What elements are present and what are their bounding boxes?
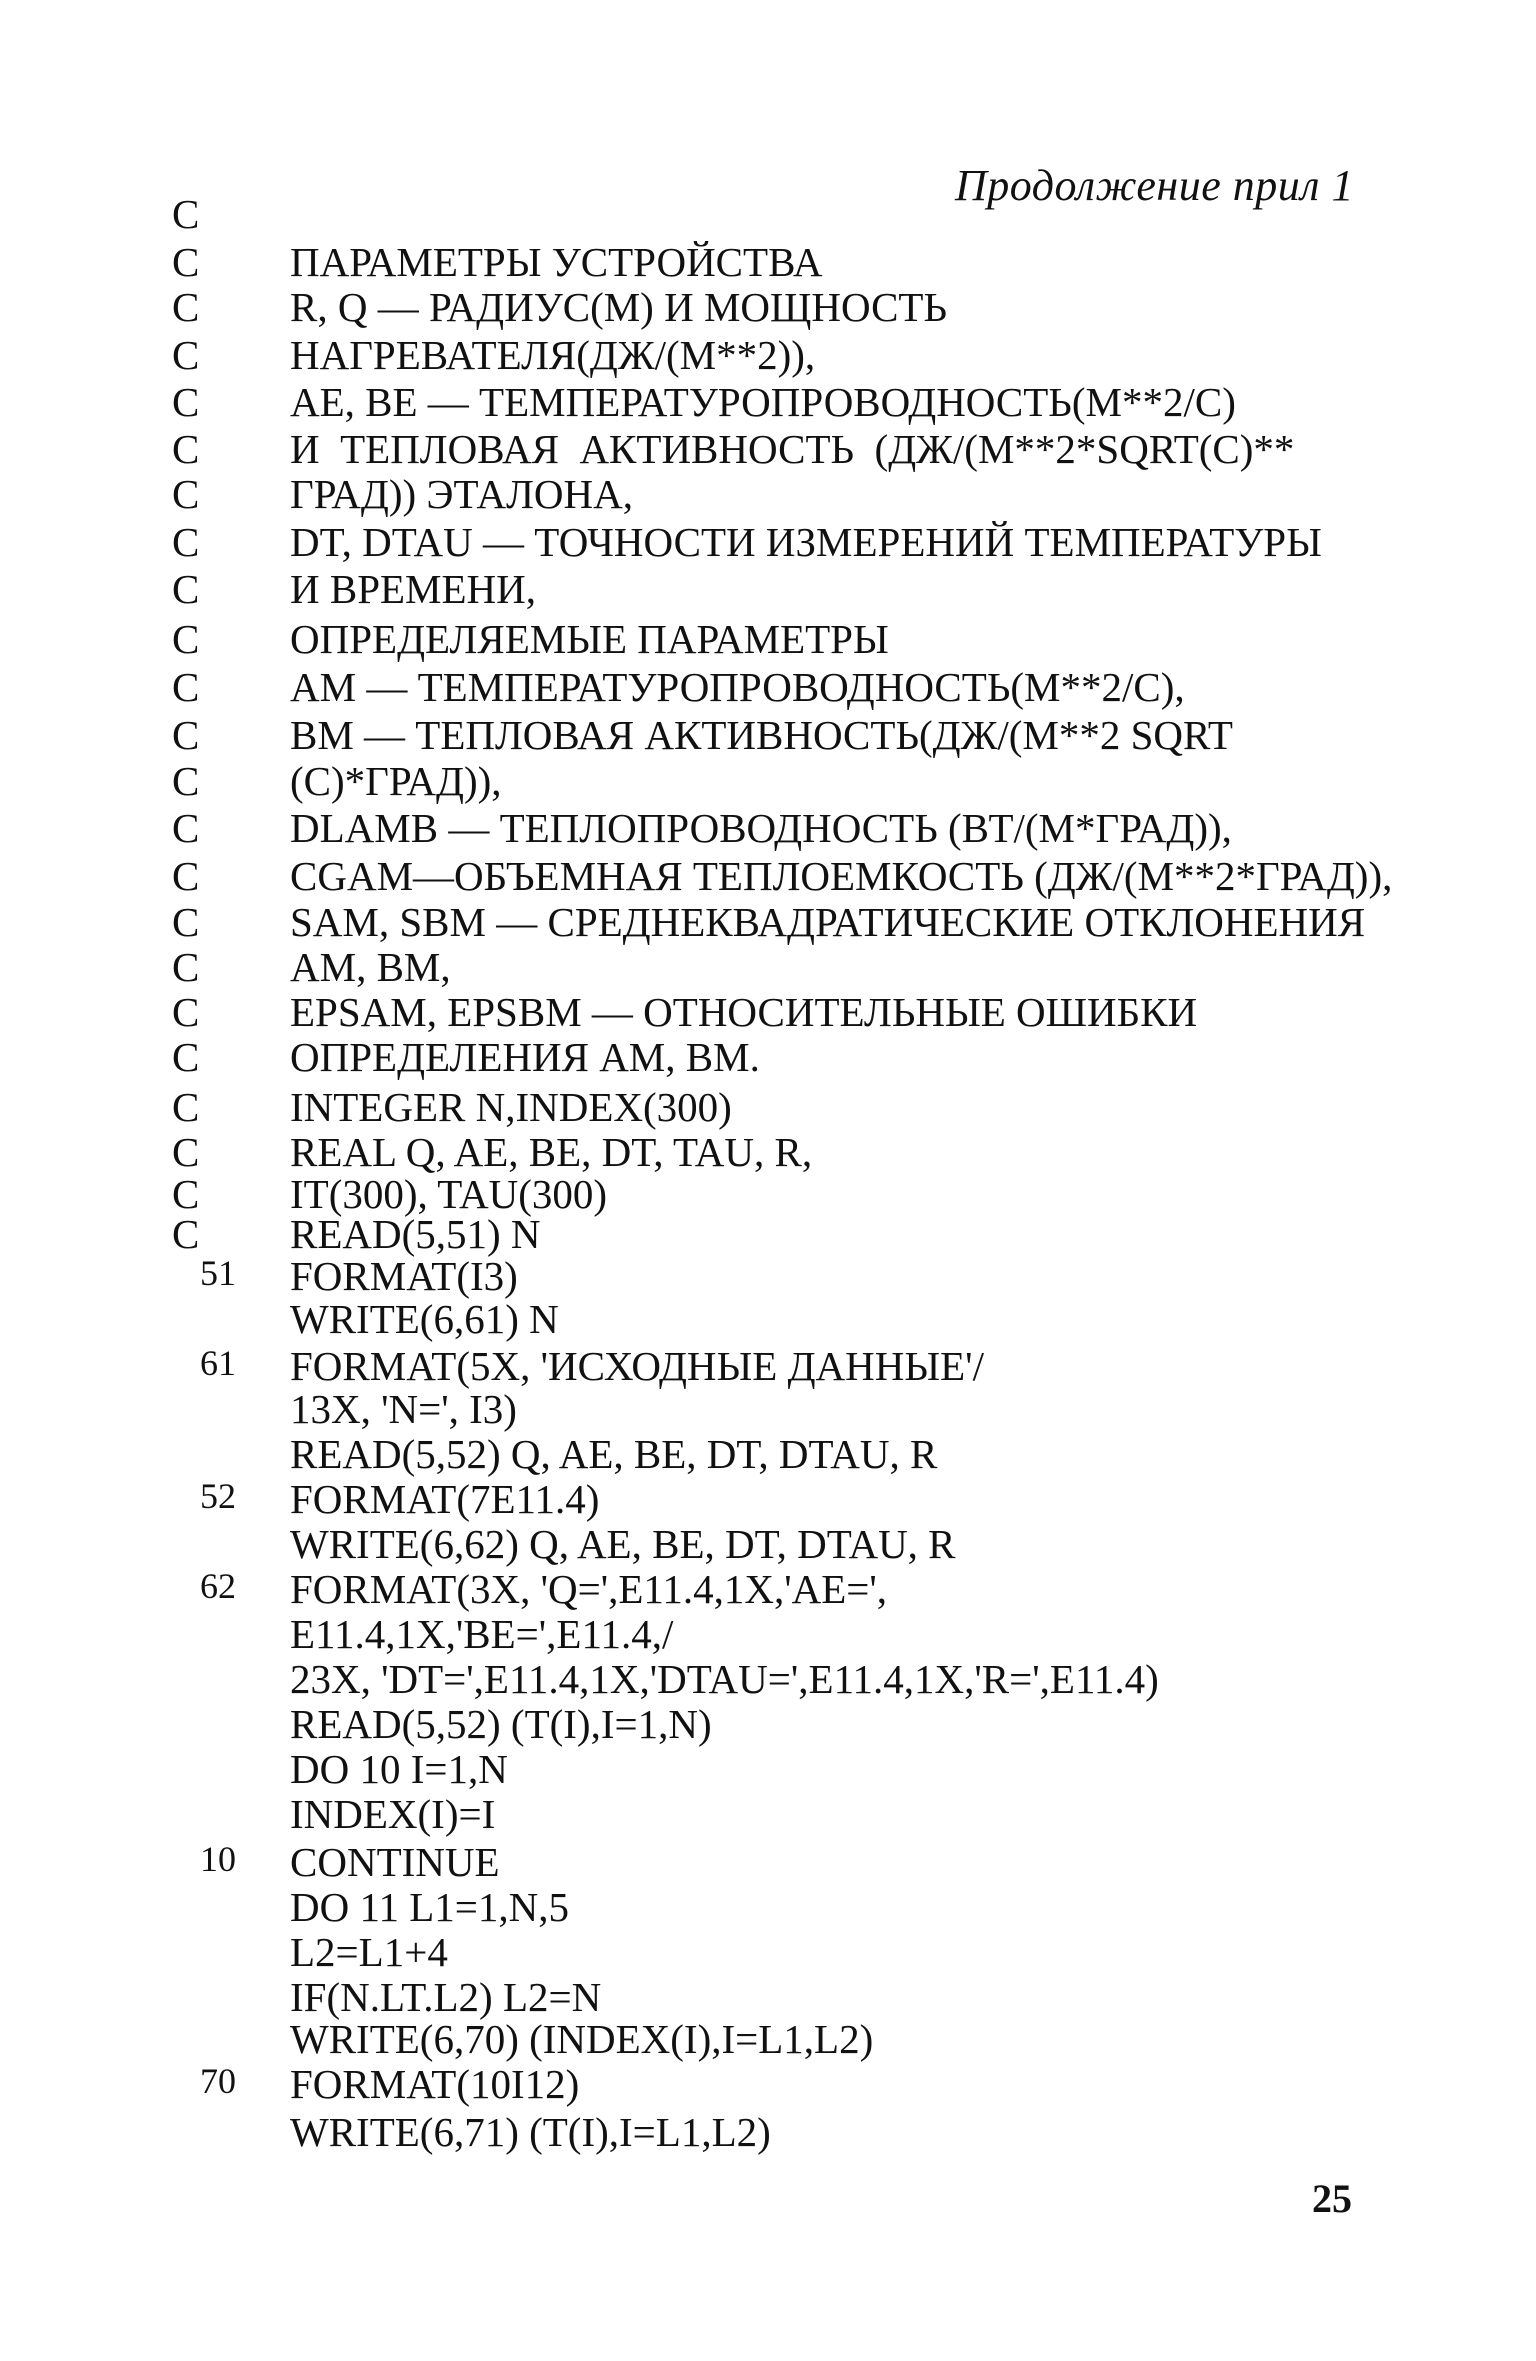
- line-text: IT(300), TAU(300): [290, 1171, 608, 1217]
- line-text: И ТЕПЛОВАЯ АКТИВНОСТЬ (ДЖ/(М**2*SQRT(С)**: [290, 426, 1295, 472]
- line-label: C: [172, 471, 200, 517]
- code-line: [0, 1655, 1536, 1703]
- line-text: DO 11 L1=1,N,5: [290, 1884, 569, 1930]
- line-label: C: [172, 284, 200, 330]
- line-text: BM — ТЕПЛОВАЯ АКТИВНОСТЬ(ДЖ/(М**2 SQRT: [290, 712, 1233, 758]
- line-label: C: [172, 332, 200, 378]
- line-label: C: [172, 944, 200, 990]
- line-label: C: [172, 379, 200, 425]
- code-line: [0, 238, 1536, 286]
- code-line: [0, 663, 1536, 711]
- line-text: (С)*ГРАД)),: [290, 758, 502, 804]
- code-line: [0, 190, 1536, 238]
- code-line: [0, 757, 1536, 805]
- line-text: L2=L1+4: [290, 1929, 448, 1975]
- line-label: C: [172, 853, 200, 899]
- line-label: C: [172, 426, 200, 472]
- line-text: FORMAT(10I12): [290, 2061, 580, 2107]
- code-line: [0, 1883, 1536, 1931]
- line-label: 51: [200, 1253, 236, 1293]
- line-text: FORMAT(3X, 'Q=',E11.4,1X,'AE=',: [290, 1566, 888, 1612]
- line-text: CGAM—ОБЪЕМНАЯ ТЕПЛОЕМКОСТЬ (ДЖ/(М**2*ГРАД)),: [290, 853, 1393, 899]
- code-line: [0, 1928, 1536, 1976]
- line-text: WRITE(6,61) N: [290, 1296, 559, 1342]
- code-line: [0, 425, 1536, 473]
- line-label: C: [172, 1034, 200, 1080]
- code-line: [0, 565, 1536, 613]
- line-text: EPSAM, EPSBM — ОТНОСИТЕЛЬНЫЕ ОШИБКИ: [290, 989, 1198, 1035]
- line-label: C: [172, 1171, 200, 1217]
- line-label: C: [172, 989, 200, 1035]
- code-line: [0, 1520, 1536, 1568]
- line-text: DT, DTAU — ТОЧНОСТИ ИЗМЕРЕНИЙ ТЕМПЕРАТУРЫ: [290, 519, 1322, 565]
- code-line: [0, 331, 1536, 379]
- line-text: WRITE(6,62) Q, AE, BE, DT, DTAU, R: [290, 1521, 956, 1567]
- code-line: [0, 1295, 1536, 1343]
- line-label: C: [172, 616, 200, 662]
- code-line: [0, 852, 1536, 900]
- line-label: 62: [200, 1566, 236, 1606]
- line-label: C: [172, 805, 200, 851]
- code-line: [0, 1475, 1536, 1523]
- code-line: [0, 1033, 1536, 1081]
- code-line: [0, 1838, 1536, 1886]
- page-number: 25: [1312, 2176, 1352, 2221]
- line-text: INDEX(I)=I: [290, 1791, 496, 1837]
- code-line: [0, 1342, 1536, 1390]
- line-text: ПАРАМЕТРЫ УСТРОЙСТВА: [290, 239, 823, 285]
- line-label: 10: [200, 1839, 236, 1879]
- line-label: 70: [200, 2061, 236, 2101]
- line-text: REAL Q, AE, BE, DT, TAU, R,: [290, 1129, 813, 1175]
- code-line: [0, 378, 1536, 426]
- code-line: [0, 1252, 1536, 1300]
- line-text: AM, BM,: [290, 944, 451, 990]
- line-text: FORMAT(I3): [290, 1253, 518, 1299]
- code-line: [0, 1128, 1536, 1176]
- line-label: C: [172, 712, 200, 758]
- line-text: R, Q — РАДИУС(М) И МОЩНОСТЬ: [290, 284, 948, 330]
- line-label: C: [172, 519, 200, 565]
- line-text: ОПРЕДЕЛЕНИЯ AM, BM.: [290, 1034, 760, 1080]
- code-line: [0, 1610, 1536, 1658]
- line-label: C: [172, 566, 200, 612]
- line-text: IF(N.LT.L2) L2=N: [290, 1974, 602, 2020]
- line-text: DO 10 I=1,N: [290, 1746, 508, 1792]
- code-line: [0, 518, 1536, 566]
- code-line: [0, 615, 1536, 663]
- line-text: WRITE(6,71) (T(I),I=L1,L2): [290, 2109, 771, 2155]
- line-label: C: [172, 1211, 200, 1257]
- line-text: AE, BE — ТЕМПЕРАТУРОПРОВОДНОСТЬ(М**2/С): [290, 379, 1236, 425]
- code-line: [0, 1430, 1536, 1478]
- code-line: [0, 711, 1536, 759]
- line-text: 23X, 'DT=',E11.4,1X,'DTAU=',E11.4,1X,'R=',E11.4): [290, 1656, 1159, 1702]
- line-text: WRITE(6,70) (INDEX(I),I=L1,L2): [290, 2016, 874, 2062]
- line-label: C: [172, 239, 200, 285]
- line-text: READ(5,51) N: [290, 1211, 541, 1257]
- line-label: C: [172, 664, 200, 710]
- running-header: Продолжение прил 1: [955, 161, 1354, 210]
- line-text: AM — ТЕМПЕРАТУРОПРОВОДНОСТЬ(М**2/С),: [290, 664, 1185, 710]
- code-line: [0, 1790, 1536, 1838]
- code-line: [0, 2108, 1536, 2156]
- code-line: [0, 1385, 1536, 1433]
- line-text: E11.4,1X,'BE=',E11.4,/: [290, 1611, 674, 1657]
- code-line: [0, 988, 1536, 1036]
- code-line: [0, 1565, 1536, 1613]
- line-label: C: [172, 899, 200, 945]
- code-line: [0, 943, 1536, 991]
- line-text: READ(5,52) (T(I),I=1,N): [290, 1701, 712, 1747]
- line-label: C: [172, 1084, 200, 1130]
- line-text: ОПРЕДЕЛЯЕМЫЕ ПАРАМЕТРЫ: [290, 616, 889, 662]
- line-label: C: [172, 758, 200, 804]
- line-text: INTEGER N,INDEX(300): [290, 1084, 732, 1130]
- code-line: [0, 1210, 1536, 1258]
- code-line: [0, 2060, 1536, 2108]
- code-line: [0, 2015, 1536, 2063]
- line-text: FORMAT(7E11.4): [290, 1476, 600, 1522]
- code-line: [0, 898, 1536, 946]
- line-label: C: [172, 1129, 200, 1175]
- code-line: [0, 283, 1536, 331]
- line-text: И ВРЕМЕНИ,: [290, 566, 537, 612]
- line-text: DLAMB — ТЕПЛОПРОВОДНОСТЬ (ВТ/(М*ГРАД)),: [290, 805, 1232, 851]
- code-line: [0, 470, 1536, 518]
- line-text: FORMAT(5X, 'ИСХОДНЫЕ ДАННЫЕ'/: [290, 1343, 984, 1389]
- line-label: C: [172, 191, 200, 237]
- code-line: [0, 804, 1536, 852]
- line-label: 52: [200, 1476, 236, 1516]
- line-text: SAM, SBM — СРЕДНЕКВАДРАТИЧЕСКИЕ ОТКЛОНЕНИЯ: [290, 899, 1366, 945]
- line-text: CONTINUE: [290, 1839, 500, 1885]
- code-line: [0, 1083, 1536, 1131]
- line-text: 13X, 'N=', I3): [290, 1386, 517, 1432]
- line-label: 61: [200, 1343, 236, 1383]
- code-line: [0, 1973, 1536, 2021]
- line-text: READ(5,52) Q, AE, BE, DT, DTAU, R: [290, 1431, 938, 1477]
- line-text: ГРАД)) ЭТАЛОНА,: [290, 471, 633, 517]
- code-line: [0, 1745, 1536, 1793]
- line-text: НАГРЕВАТЕЛЯ(ДЖ/(М**2)),: [290, 332, 816, 378]
- code-line: [0, 1700, 1536, 1748]
